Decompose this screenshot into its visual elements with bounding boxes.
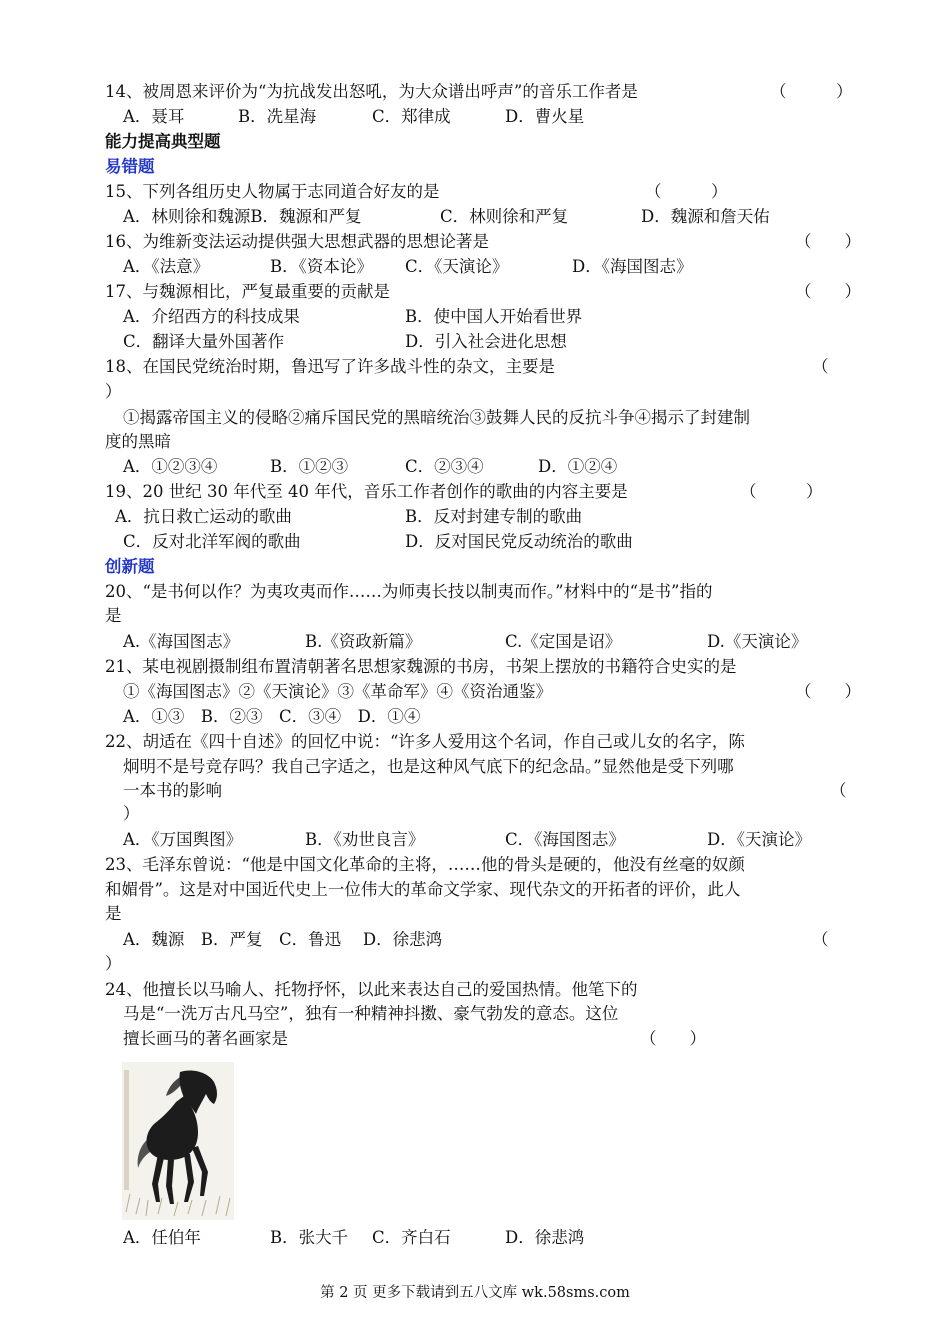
q19-option-a: A．抗日救亡运动的歌曲 [115, 507, 292, 526]
q15-option-d: D．魏源和詹天佑 [641, 207, 770, 226]
q24-option-c: C．齐白石 [372, 1228, 451, 1247]
q19-option-b: B．反对封建专制的歌曲 [405, 507, 583, 526]
q22-stem-line2: 炯明不是号竞存吗？我自己字适之，也是这种风气底下的纪念品。”显然他是受下列哪 [123, 757, 734, 776]
q19-option-c: C．反对北洋军阀的歌曲 [123, 532, 301, 551]
q24-option-d: D．徐悲鸿 [505, 1228, 585, 1247]
q18-items-line1: ①揭露帝国主义的侵略②痛斥国民党的黑暗统治③鼓舞人民的反抗斗争④揭示了封建制 [123, 408, 750, 427]
q22-option-b: B．《劝世良言》 [305, 830, 425, 849]
q15-option-ab: A．林则徐和魏源B．魏源和严复 [123, 207, 362, 226]
q17-option-a: A．介绍西方的科技成果 [123, 307, 300, 326]
q23-paren-open: （ [812, 930, 829, 949]
q17-option-c: C．翻译大量外国著作 [123, 332, 285, 351]
q20-option-b: B.《资政新篇》 [305, 632, 422, 651]
q22-paren-open: （ [830, 781, 847, 800]
q18-paren-open: （ [812, 357, 829, 376]
q16-option-b: B．《资本论》 [270, 257, 373, 276]
q24-stem-line3: 擅长画马的著名画家是 [123, 1029, 288, 1048]
subsection-innovation: 创新题 [105, 557, 155, 576]
subsection-error-prone: 易错题 [105, 157, 155, 176]
q14-answer-paren: （ ） [770, 82, 853, 101]
q16-option-c: C．《天演论》 [405, 257, 509, 276]
q23-options: A．魏源 B．严复 C．鲁迅 D．徐悲鸿 [123, 930, 443, 949]
q18-option-d: D．①②④ [538, 457, 618, 476]
q16-option-a: A．《法意》 [123, 257, 210, 276]
q15-answer-paren: （ ） [645, 182, 728, 201]
q14-option-d: D．曹火星 [505, 107, 585, 126]
q21-options: A．①③ B．②③ C．③④ D．①④ [123, 707, 421, 726]
q22-stem: 22、胡适在《四十自述》的回忆中说：“许多人爱用这个名词，作自己或儿女的名字，陈 [105, 732, 745, 751]
q14-stem: 14、被周恩来评价为“为抗战发出怒吼，为大众谱出呼声”的音乐工作者是 [105, 82, 638, 101]
q20-stem: 20、“是书何以作？为夷攻夷而作……为师夷长技以制夷而作。”材料中的“是书”指的 [105, 582, 713, 601]
q24-option-a: A．任伯年 [123, 1228, 201, 1247]
page-footer: 第 2 页 更多下载请到五八文库 wk.58sms.com [320, 1285, 630, 1301]
q14-option-c: C．郑律成 [372, 107, 451, 126]
q22-option-c: C．《海国图志》 [505, 830, 625, 849]
q15-stem: 15、下列各组历史人物属于志同道合好友的是 [105, 182, 440, 201]
section-title: 能力提高典型题 [105, 132, 221, 151]
q20-option-a: A.《海国图志》 [123, 632, 240, 651]
q22-option-d: D．《天演论》 [707, 830, 811, 849]
q22-paren-close: ） [123, 804, 140, 823]
q19-option-d: D．反对国民党反动统治的歌曲 [405, 532, 633, 551]
q20-option-c: C.《定国是诏》 [505, 632, 622, 651]
q19-stem: 19、20 世纪 30 年代至 40 年代，音乐工作者创作的歌曲的内容主要是 [105, 482, 628, 501]
q14-option-a: A．聂耳 [123, 107, 185, 126]
q17-stem: 17、与魏源相比，严复最重要的贡献是 [105, 282, 390, 301]
q21-stem: 21、某电视剧摄制组布置清朝著名思想家魏源的书房，书架上摆放的书籍符合史实的是 [105, 657, 737, 676]
q24-stem-line2: 马是“一洗万古凡马空”，独有一种精神抖擞、豪气勃发的意态。这位 [123, 1004, 619, 1023]
q23-stem: 23、毛泽东曾说：“他是中国文化革命的主将，……他的骨头是硬的，他没有丝毫的奴颜 [105, 855, 745, 874]
q17-option-d: D．引入社会进化思想 [405, 332, 567, 351]
q21-answer-paren: （ ） [795, 682, 861, 701]
q18-option-b: B．①②③ [270, 457, 349, 476]
q14-option-b: B．冼星海 [238, 107, 317, 126]
q24-option-b: B．张大千 [270, 1228, 349, 1247]
q18-option-a: A．①②③④ [123, 457, 218, 476]
q23-stem-line3: 是 [105, 904, 122, 923]
q17-option-b: B．使中国人开始看世界 [405, 307, 583, 326]
q17-answer-paren: （ ） [795, 282, 861, 301]
q16-option-d: D．《海国图志》 [572, 257, 693, 276]
q16-answer-paren: （ ） [795, 232, 861, 251]
q23-paren-close: ） [105, 954, 122, 973]
q22-stem-line3: 一本书的影响 [123, 781, 222, 800]
q24-stem: 24、他擅长以马喻人、托物抒怀，以此来表达自己的爱国热情。他笔下的 [105, 980, 638, 999]
q18-stem: 18、在国民党统治时期，鲁迅写了许多战斗性的杂文，主要是 [105, 357, 555, 376]
q19-answer-paren: （ ） [740, 482, 823, 501]
q22-option-a: A．《万国舆图》 [123, 830, 243, 849]
q20-option-d: D.《天演论》 [707, 632, 808, 651]
q23-stem-line2: 和媚骨”。这是对中国近代史上一位伟大的革命文学家、现代杂文的开拓者的评价，此人 [105, 880, 741, 899]
horse-painting-image [122, 1062, 234, 1220]
q18-option-c: C．②③④ [405, 457, 484, 476]
q21-items: ①《海国图志》②《天演论》③《革命军》④《资治通鉴》 [123, 682, 552, 701]
q15-option-c: C．林则徐和严复 [440, 207, 569, 226]
q16-stem: 16、为维新变法运动提供强大思想武器的思想论著是 [105, 232, 489, 251]
q24-answer-paren: （ ） [640, 1029, 706, 1048]
q20-stem-cont: 是 [105, 606, 122, 625]
q18-items-line2: 度的黑暗 [105, 432, 171, 451]
q18-paren-close: ） [105, 382, 122, 401]
